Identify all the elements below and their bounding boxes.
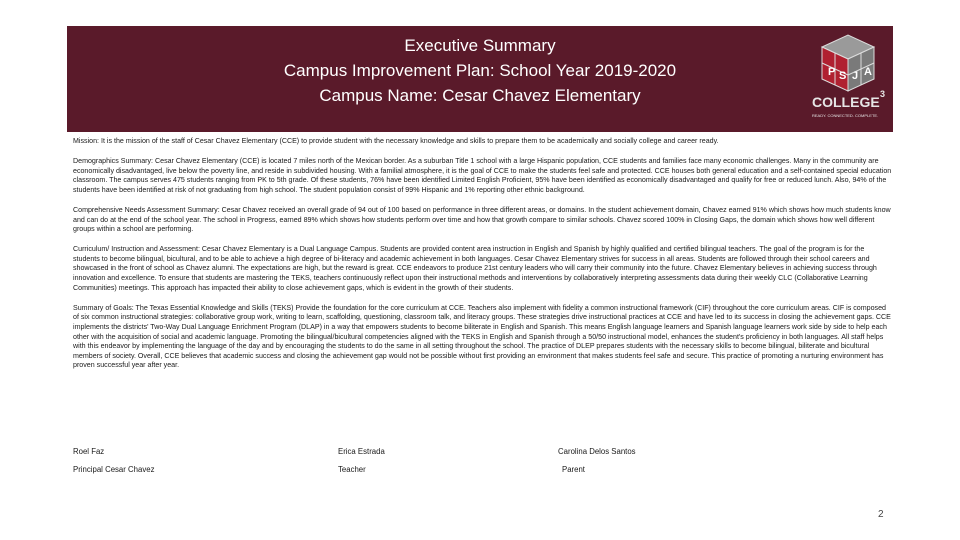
signatory-role: Teacher (338, 465, 366, 474)
logo-letter-j: J (852, 70, 859, 82)
summary-content (73, 137, 893, 381)
signatory-role: Parent (562, 465, 585, 474)
logo-wordmark: COLLEGE (812, 94, 880, 110)
title-line-1: Executive Summary (404, 36, 556, 55)
logo-letter-p: P (828, 66, 836, 78)
signatory-role: Principal Cesar Chavez (73, 465, 155, 474)
demographics-paragraph: Demographics Summary: Cesar Chavez Elementary (CCE) is located 7 miles north of the Mexican border. As a suburban Title 1 school with a large Hispanic population, CCE students and families face many economic challenges. Many in the community are economically disadvantaged, live below the poverty line, and reside in subdivided housing. With a familial atmosphere, it is the goal of CCE to make the students feel safe and protected. CCE houses both general education and a self-contained special education classroom. The campus serves 475 students ranging from PK to 5th grade. Of these students, 76% have been identified Limited English Proficient, 95% have been identified as economically disadvantaged and qualify for free or reduced lunch. Also, 94% of the students have been identified at risk of not graduating from high school. The student population consist of 99% Hispanic and 1% reporting other ethnic background. (73, 157, 892, 194)
logo-superscript: 3 (880, 89, 886, 99)
curriculum-paragraph: Curriculum/ Instruction and Assessment: Cesar Chavez Elementary is a Dual Language Campus. Students are provided content area instruction in English and Spanish by highly qualified and certified bilingual teachers. The goal of the program is for the students to become bilingual, bicultural, and to be able to achieve a high degree of bi-literacy and academic achievement in both languages. Cesar Chavez Elementary strives for success in all areas. Students are followed through their school careers and showcased in the front of school as Chavez alumni. The expectations are high, but the reward is great. CCE endeavors to produce 21st century leaders who will carry their community into the future. Chavez Elementary believes in achieving success through innovation and excellence. To ensure that students are mastering the TEKS, teachers continuously reflect upon their instructional methods and interventions by collaboratively interpreting assessments data during their weekly CLC (Collaborative Learning Communities) meetings. This approach has impacted their ability to close achievement gaps, which is evident in the growth of their students. (73, 245, 877, 292)
needs-assessment-paragraph: Comprehensive Needs Assessment Summary: Cesar Chavez received an overall grade of 94 out of 100 based on performance in three different areas, or domains. In the student achievement domain, Chavez earned 91% which shows how much students know and can do at the end of the school year. The school in Progress, earned 89% which shows how students perform over time and how that growth compare to similar schools. Chavez scored 100% in Closing Gaps, the domain which shows how well different groups within a school are performing. (73, 205, 891, 234)
logo-letter-s: S (839, 70, 847, 82)
page-number: 2 (878, 509, 884, 520)
signatory-name: Carolina Delos Santos (558, 447, 636, 456)
logo-letter-a: A (864, 66, 872, 78)
logo-tagline: READY. CONNECTED. COMPLETE. (812, 113, 879, 118)
signatory-name: Erica Estrada (338, 447, 385, 456)
psja-cube-icon (808, 31, 890, 123)
signatory-name: Roel Faz (73, 447, 105, 456)
goals-paragraph: Summary of Goals: The Texas Essential Knowledge and Skills (TEKS) Provide the foundation for the core curriculum at CCE. Teachers also implement with fidelity a common instructional framework (CIF) throughout the core curriculum areas. CIF is composed of six common instructional strategies: collaborative group work, writing to learn, scaffolding, questioning, classroom talk, and literacy groups. These strategies drive instructional practices at CCE and have led to its success in closing the achievement gaps. CCE implements the districts' Two-Way Dual Language Enrichment Program (DLAP) in a way that empowers students to become biliterate in English and Spanish. This means English language learners and Spanish language learners work side by side to help each other with the acquisition of social and academic language. Promoting the bilingual/bicultural competencies aligned with the TEKS in English and Spanish through a 50/50 instructional model, enhances the student's proficiency in both languages. All staff helps with this endeavor by implementing the language of the day and by encouraging the students to do the same in all setting throughout the school. The practice of DLEP prepares students with the necessary skills to become bilingual, biliterate and bicultural members of society. Overall, CCE believes that academic success and closing the achievement gap would not be possible without first providing an environment that makes students feel safe and secure. This practice of promoting a nurturing environment has proven successful year after year. (73, 303, 891, 370)
title-line-2: Campus Improvement Plan: School Year 2019-2020 (283, 61, 677, 80)
title-line-3: Campus Name: Cesar Chavez Elementary (319, 86, 641, 105)
mission-paragraph: Mission: It is the mission of the staff of Cesar Chavez Elementary (CCE) to provide student with the necessary knowledge and skills to prepare them to be academically and socially college and career ready. (73, 137, 719, 145)
psja-college-logo (808, 31, 890, 123)
